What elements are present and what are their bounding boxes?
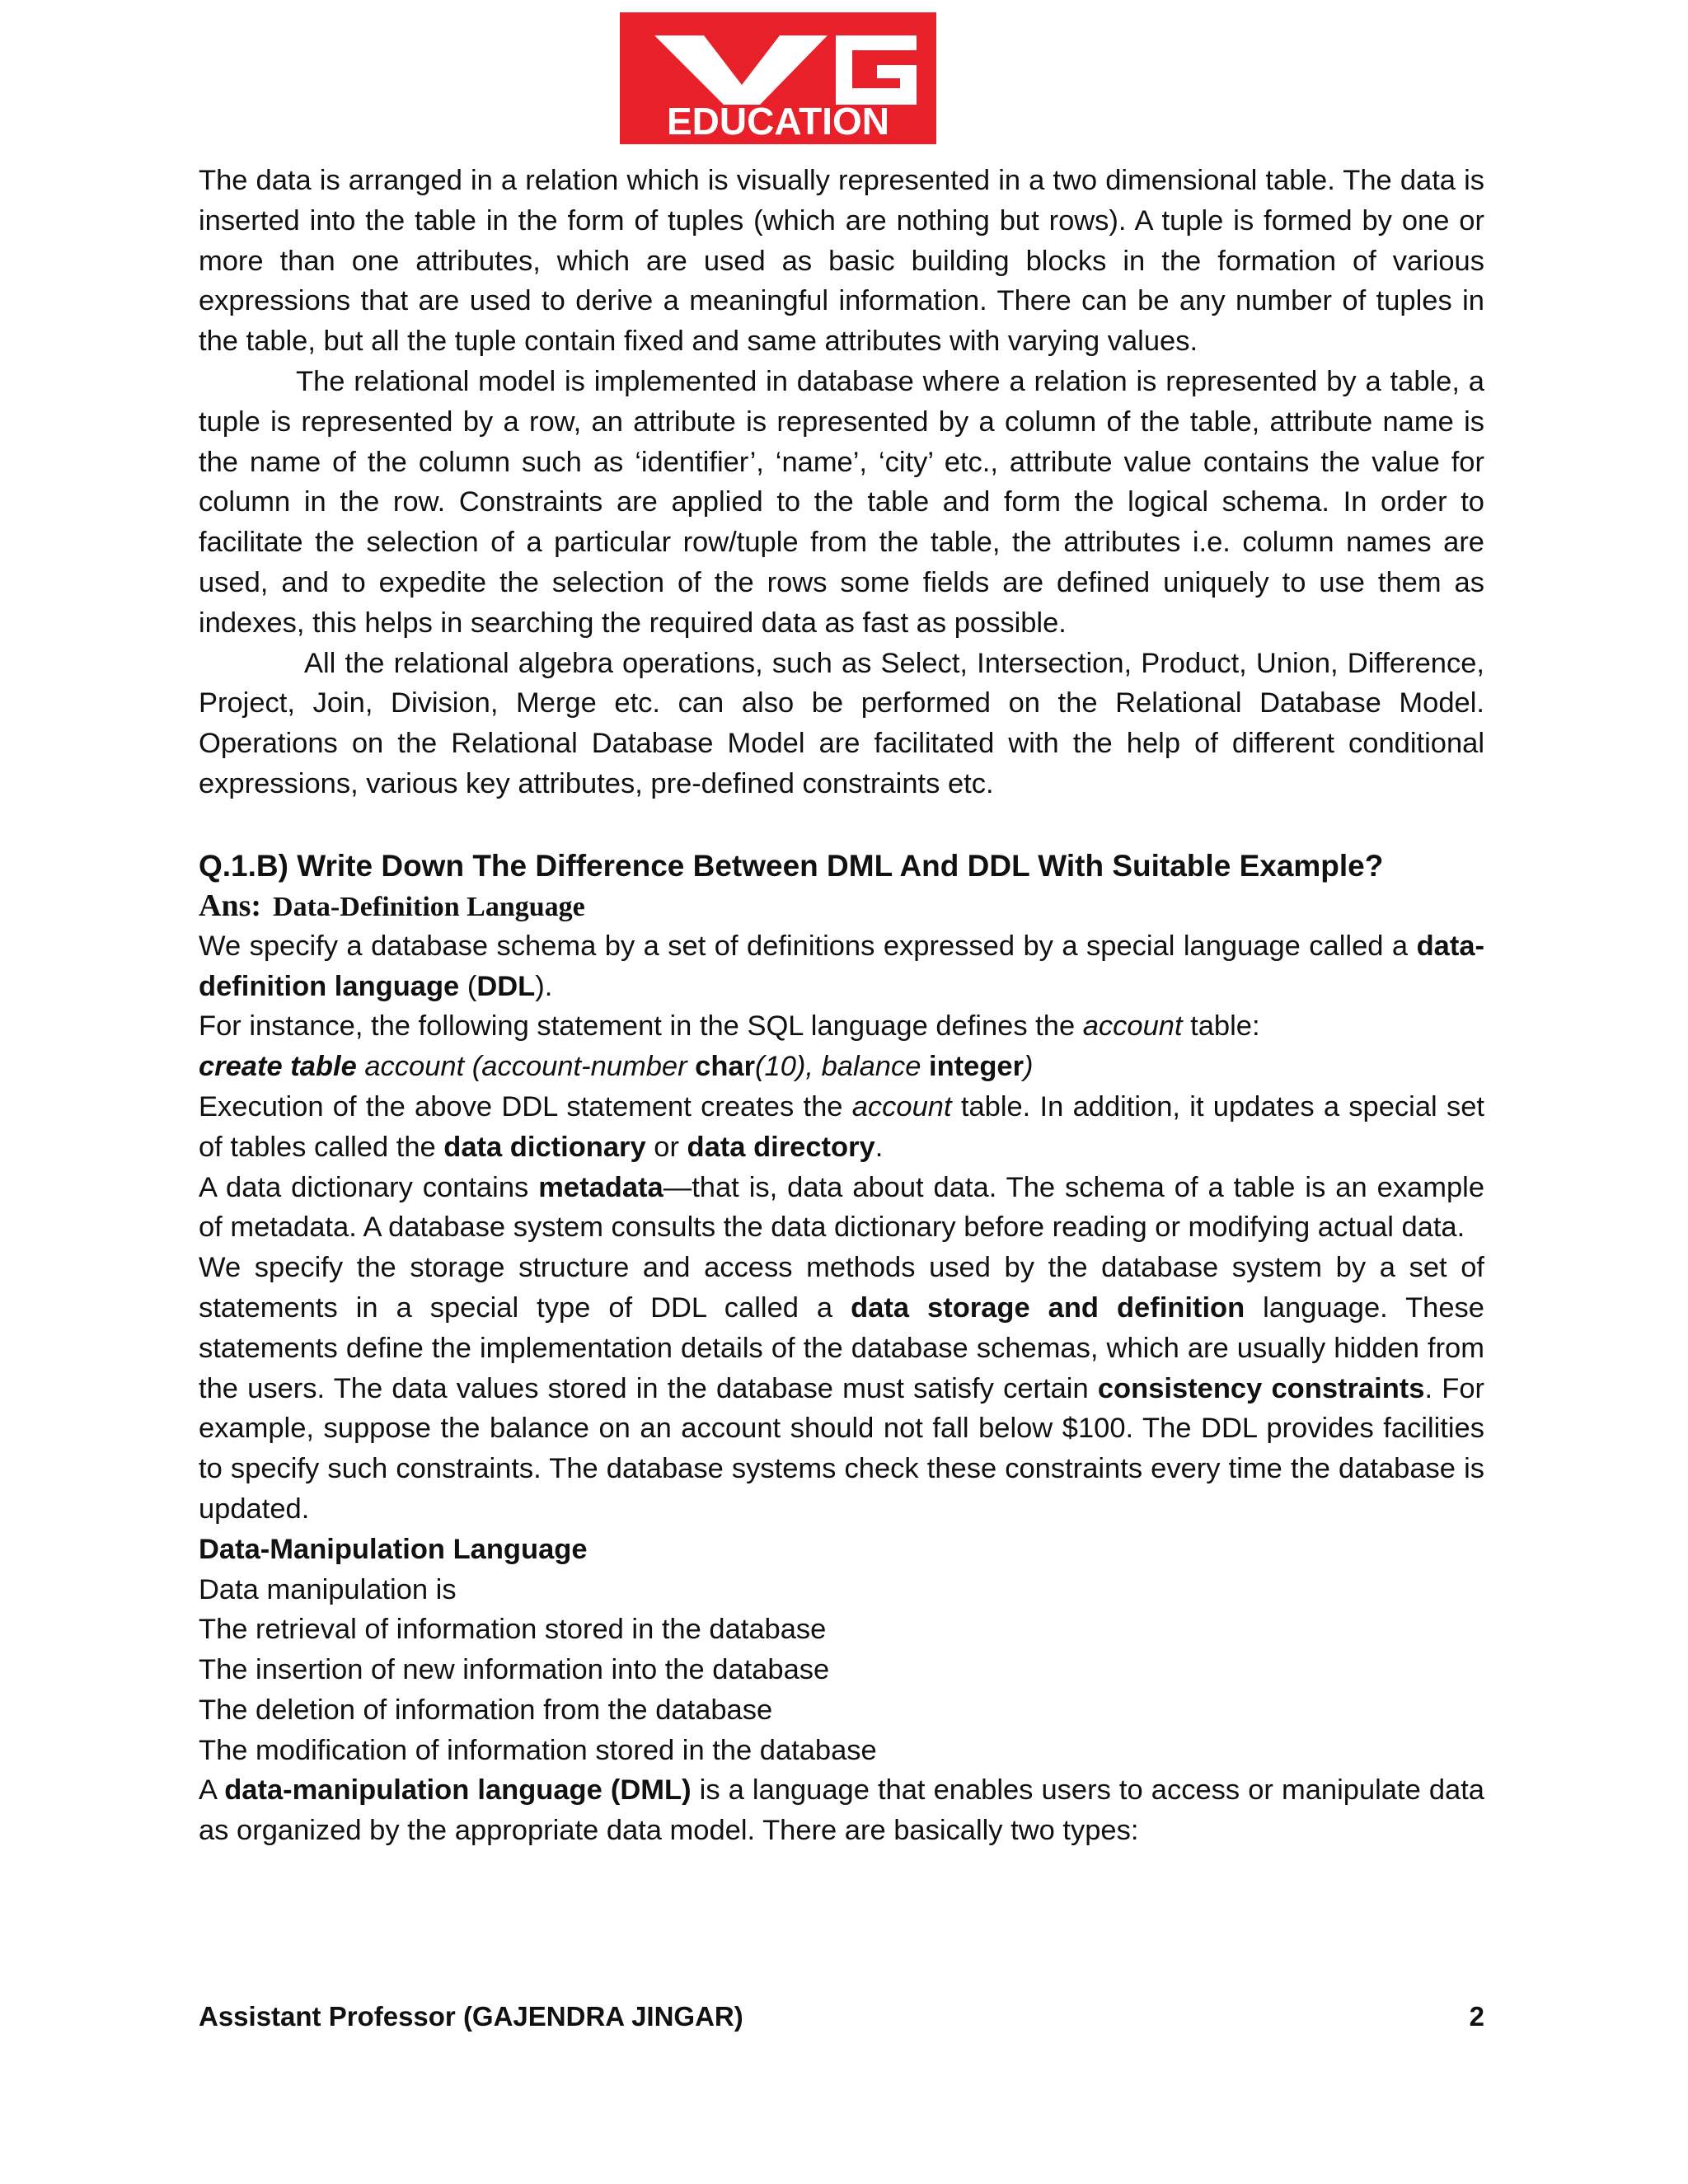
term-ddl-full: data-definition language — [199, 930, 1484, 1002]
list-item: The modification of information stored in the database — [199, 1734, 877, 1766]
text-run: ). — [535, 970, 553, 1002]
answer-label: Ans: — [199, 888, 262, 923]
sql-type-char: char — [695, 1051, 756, 1083]
logo-wordmark: EDUCATION — [666, 100, 890, 143]
term-ddl-abbr: DDL — [476, 970, 536, 1002]
paragraph-relational-model: The relational model is implemented in database where a relation is represented by a table, a tuple is represented by a row, an attribute is represented by a column of the table, attribute name is the name of the column such as ‘identifier’, ‘name’, ‘city’ etc., attribute value contains the value for column in the row. Constraints are applied to the table and form the logical schema. In order to facilitate the selection of a particular row/tuple from the table, the attributes i.e. column names are used, and to expedite the selection of the rows some fields are defined uniquely to use them as indexes, this helps in searching the required data as fast as possible. — [199, 365, 1484, 639]
dml-heading: Data-Manipulation Language — [199, 1533, 588, 1565]
text-run: or — [645, 1131, 687, 1163]
vg-education-logo — [620, 12, 936, 144]
term-data-storage-definition: data storage and definition — [851, 1291, 1245, 1324]
text-run: A data dictionary contains — [199, 1171, 539, 1203]
sql-type-integer: integer — [929, 1051, 1025, 1083]
storage-definition-paragraph — [199, 1248, 1484, 1530]
ddl-title: Data-Definition Language — [273, 891, 585, 922]
footer-author: Assistant Professor (GAJENDRA JINGAR) — [199, 2001, 743, 2032]
text-run: table. In addition, it updates a special set of tables called the — [199, 1090, 1484, 1163]
list-item: The insertion of new information into the database — [199, 1654, 830, 1686]
sql-text: (10), balance — [755, 1051, 930, 1083]
text-run: —that is, data about data. The schema of a table is an example of metadata. A database system consults the data dictionary before reading or modifying actual data. — [199, 1171, 1485, 1244]
sql-keyword: create table — [199, 1051, 357, 1083]
term-account: account — [1082, 1010, 1183, 1043]
text-run: ( — [459, 970, 477, 1002]
text-run: We specify the storage structure and access methods used by the database system by a set of statements in a special type of DDL called a — [199, 1252, 1484, 1324]
sql-text: ) — [1024, 1051, 1034, 1083]
question-heading: Q.1.B) Write Down The Difference Between DML And DDL With Suitable Example? — [199, 848, 1384, 883]
text-run: is a language that enables users to access or manipulate data as organized by the appropriate data model. There are basically two types: — [199, 1774, 1484, 1847]
text-run: . — [874, 1131, 884, 1163]
list-item: The deletion of information from the database — [199, 1694, 773, 1726]
page-number: 2 — [1469, 2001, 1484, 2032]
paragraph-relation-intro: The data is arranged in a relation which is visually represented in a two dimensional table. The data is inserted into the table in the form of tuples (which are nothing but rows). A tuple is formed by one or more than one attributes, which are used as basic building blocks in the formation of various expressions that are used to derive a meaningful information. There can be any number of tuples in the table, but all the tuple contain fixed and same attributes with varying values. — [199, 165, 1484, 358]
metadata-paragraph — [199, 1168, 1484, 1249]
dml-definition-paragraph — [199, 1770, 1484, 1851]
ddl-execution-paragraph — [199, 1087, 1484, 1168]
sql-code-line — [199, 1047, 1484, 1087]
vg-logo-graphic — [620, 12, 936, 144]
paragraph-relational-algebra: All the relational algebra operations, such as Select, Intersection, Product, Union, Difference, Project, Join, Division, Merge etc. can also be performed on the Relational Database Model. Operations on the Relational Database Model are facilitated with the help of different conditional expressions, various key attributes, pre-defined constraints etc. — [199, 647, 1484, 799]
text-run: A — [199, 1774, 225, 1807]
text-run: . For example, suppose the balance on an account should not fall below $100. The DDL provides facilities to specify such constraints. The database systems check these constraints every time the database is updated. — [199, 1372, 1484, 1525]
term-account: account — [851, 1090, 952, 1122]
list-item: The retrieval of information stored in the database — [199, 1614, 827, 1646]
text-run: Execution of the above DDL statement creates the — [199, 1090, 852, 1122]
term-data-directory: data directory — [687, 1131, 875, 1163]
sql-intro-line — [199, 1006, 1484, 1047]
text-run: For instance, the following statement in the SQL language defines the — [199, 1010, 1083, 1043]
term-metadata: metadata — [538, 1171, 663, 1203]
text-run: table: — [1182, 1010, 1260, 1043]
sql-text: account (account-number — [356, 1051, 696, 1083]
text-run: We specify a database schema by a set of definitions expressed by a special language called a — [199, 930, 1417, 962]
text-run: language. These statements define the implementation details of the database schemas, which are usually hidden from the users. The data values stored in the database must satisfy certain — [199, 1291, 1484, 1404]
answer-heading — [199, 887, 1484, 926]
ddl-definition-paragraph — [199, 926, 1484, 1007]
term-consistency-constraints: consistency constraints — [1097, 1372, 1425, 1404]
dml-intro: Data manipulation is — [199, 1573, 457, 1605]
page-footer — [199, 2001, 1484, 2042]
term-dml: data-manipulation language (DML) — [224, 1774, 692, 1807]
term-data-dictionary: data dictionary — [443, 1131, 646, 1163]
main-content — [199, 161, 1484, 1851]
